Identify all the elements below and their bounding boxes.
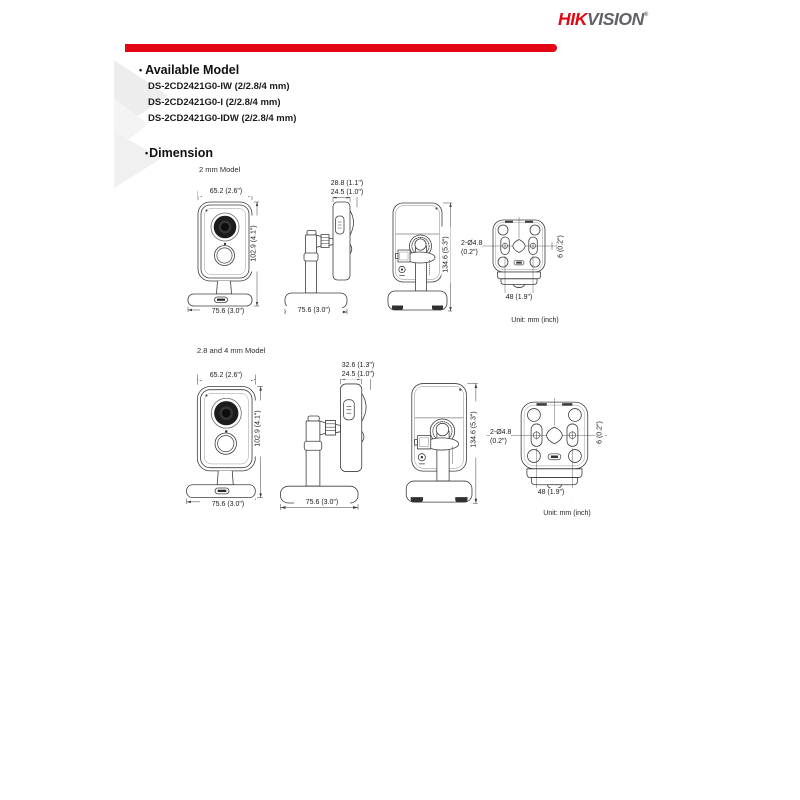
dim-mount-spacing: 48 (1.9") (523, 488, 579, 497)
dim-back-height: 134.6 (5.3") (442, 226, 451, 282)
dim-front-width: 65.2 (2.6") (198, 371, 254, 380)
dim-side-base: 75.6 (3.0") (294, 498, 350, 507)
dim-mount-offset: 6 (0.2") (596, 404, 605, 460)
unit-note: Unit: mm (inch) (511, 317, 559, 324)
unit-note: Unit: mm (inch) (543, 510, 591, 517)
model-item: DS-2CD2421G0-IDW (2/2.8/4 mm) (148, 113, 297, 124)
dim-front-width: 65.2 (2.6") (198, 187, 254, 196)
model-item: DS-2CD2421G0-I (2/2.8/4 mm) (148, 97, 281, 108)
dim-mount-holes-inch: (0.2") (490, 438, 507, 445)
logo-vision-text: VISION (586, 9, 644, 29)
hikvision-logo (558, 9, 648, 30)
bottom-view-drawing-28-4mm (484, 397, 630, 515)
dim-mount-offset: 6 (0.2") (557, 218, 566, 274)
row2-model-label: 2.8 and 4 mm Model (197, 346, 266, 355)
available-model-title: Available Model (145, 63, 240, 77)
bullet-icon: • (139, 64, 143, 75)
logo-hik-text: HIK (558, 9, 587, 29)
dim-front-base: 75.6 (3.0") (200, 307, 256, 316)
dimension-heading (145, 146, 213, 160)
row1-model-label: 2 mm Model (199, 165, 241, 174)
red-divider-bar (125, 44, 557, 52)
available-model-heading (139, 63, 239, 77)
dim-side-base: 75.6 (3.0") (286, 306, 342, 315)
dim-side-depth-total: 28.8 (1.1") (319, 179, 375, 188)
side-view-drawing-2mm (283, 178, 363, 316)
dim-front-base: 75.6 (3.0") (200, 500, 256, 509)
dim-mount-holes-inch: (0.2") (461, 249, 478, 256)
dimension-title: Dimension (149, 146, 214, 160)
dim-side-depth-body: 24.5 (1.0") (319, 188, 375, 197)
dim-mount-holes: 2-Ø4.8 (461, 240, 483, 247)
dim-mount-spacing: 48 (1.9") (491, 293, 547, 302)
dim-front-height: 102.9 (4.1") (250, 215, 259, 271)
dim-back-height: 134.6 (5.3") (470, 401, 479, 457)
dim-front-height: 102.9 (4.1") (254, 400, 263, 456)
model-item: DS-2CD2421G0-IW (2/2.8/4 mm) (148, 81, 290, 92)
bullet-icon: • (145, 147, 149, 158)
dim-side-depth-body: 24.5 (1.0") (330, 370, 386, 379)
model-list (148, 79, 296, 127)
dim-mount-holes: 2-Ø4.8 (490, 429, 512, 436)
side-view-drawing-28-4mm (278, 357, 378, 512)
registered-mark: ® (643, 12, 648, 18)
dim-side-depth-total: 32.6 (1.3") (330, 361, 386, 370)
